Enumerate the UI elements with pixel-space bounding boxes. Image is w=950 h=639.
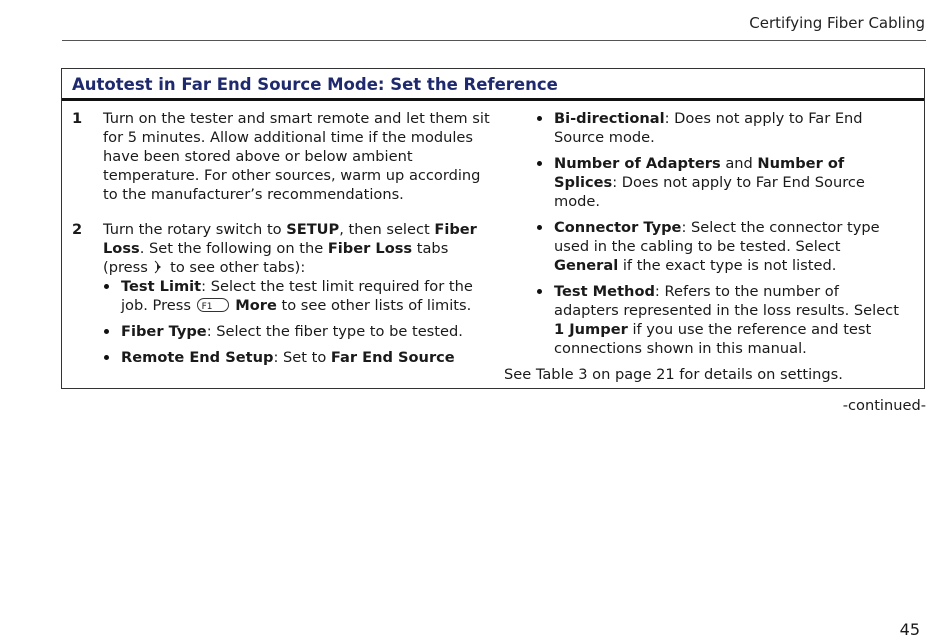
item-text: : Does not apply to Far End Source mode. (554, 174, 865, 210)
see-table-note: See Table 3 on page 21 for details on settings. (504, 366, 843, 383)
step-text: tabs (press (103, 240, 449, 276)
item-label: Test Limit (121, 278, 202, 295)
item-label: Connector Type (554, 219, 682, 236)
settings-list-continued (504, 109, 904, 358)
step-text: , then select (339, 221, 435, 238)
step-number: 2 (72, 221, 83, 238)
list-item-bidirectional (504, 109, 904, 147)
item-label: Number of Splices (554, 155, 845, 191)
list-item-connector-type (504, 218, 904, 275)
item-text: : Select the test limit required for the job. Press (121, 278, 473, 314)
running-header: Certifying Fiber Cabling (749, 14, 925, 32)
list-item-test-method (504, 282, 904, 358)
item-label: Test Method (554, 283, 655, 300)
item-text: : Refers to the number of adapters represented in the loss results. Select (554, 283, 899, 319)
left-column (62, 109, 492, 367)
procedure-title: Autotest in Far End Source Mode: Set the Reference (62, 69, 924, 101)
item-text: : Set to (273, 349, 331, 366)
fiber-loss-label: Fiber Loss (327, 240, 413, 257)
procedure-box (61, 68, 925, 389)
item-label: Bi-directional (554, 110, 665, 127)
list-item-remote-end-setup (62, 348, 492, 367)
item-text: : Select the connector type used in the cabling to be tested. Select (554, 219, 880, 255)
more-label: More (235, 297, 277, 314)
key-label: F1 (201, 302, 213, 312)
continued-note: -continued- (842, 397, 926, 414)
list-item-adapters-splices (504, 154, 904, 211)
header-rule (62, 40, 926, 41)
item-label: Remote End Setup (121, 349, 274, 366)
right-arrow-key-icon (153, 260, 164, 274)
list-item-test-limit (62, 277, 492, 315)
item-text: if the exact type is not listed. (618, 257, 837, 274)
item-value: Far End Source (330, 349, 455, 366)
setup-label: SETUP (286, 221, 340, 238)
general-label: General (554, 257, 619, 274)
page-number: 45 (899, 620, 920, 639)
right-column (504, 109, 904, 384)
item-text: if you use the reference and test connections shown in this manual. (554, 321, 872, 357)
fiber-loss-label: Fiber Loss (103, 221, 477, 257)
step-text: to see other tabs): (165, 259, 306, 276)
step-text: Turn on the tester and smart remote and let them sit for 5 minutes. Allow additional time if the modules have been stored above or below ambient temperature. For other sources, warm up according to the manufacturer’s recommendations. (103, 110, 490, 203)
item-label: Number of Adapters (554, 155, 721, 172)
jumper-label: 1 Jumper (554, 321, 628, 338)
step-text: Turn the rotary switch to (103, 221, 287, 238)
item-label: Fiber Type (121, 323, 207, 340)
step-number: 1 (72, 110, 83, 127)
step-1 (62, 109, 492, 204)
settings-list (62, 277, 492, 367)
item-text: to see other lists of limits. (276, 297, 472, 314)
step-text: . Set the following on the (139, 240, 328, 257)
item-text: : Does not apply to Far End Source mode. (554, 110, 863, 146)
item-text: and (720, 155, 758, 172)
list-item-fiber-type (62, 322, 492, 341)
f1-key-icon (197, 298, 229, 312)
item-text: : Select the fiber type to be tested. (206, 323, 463, 340)
step-2 (62, 220, 492, 277)
